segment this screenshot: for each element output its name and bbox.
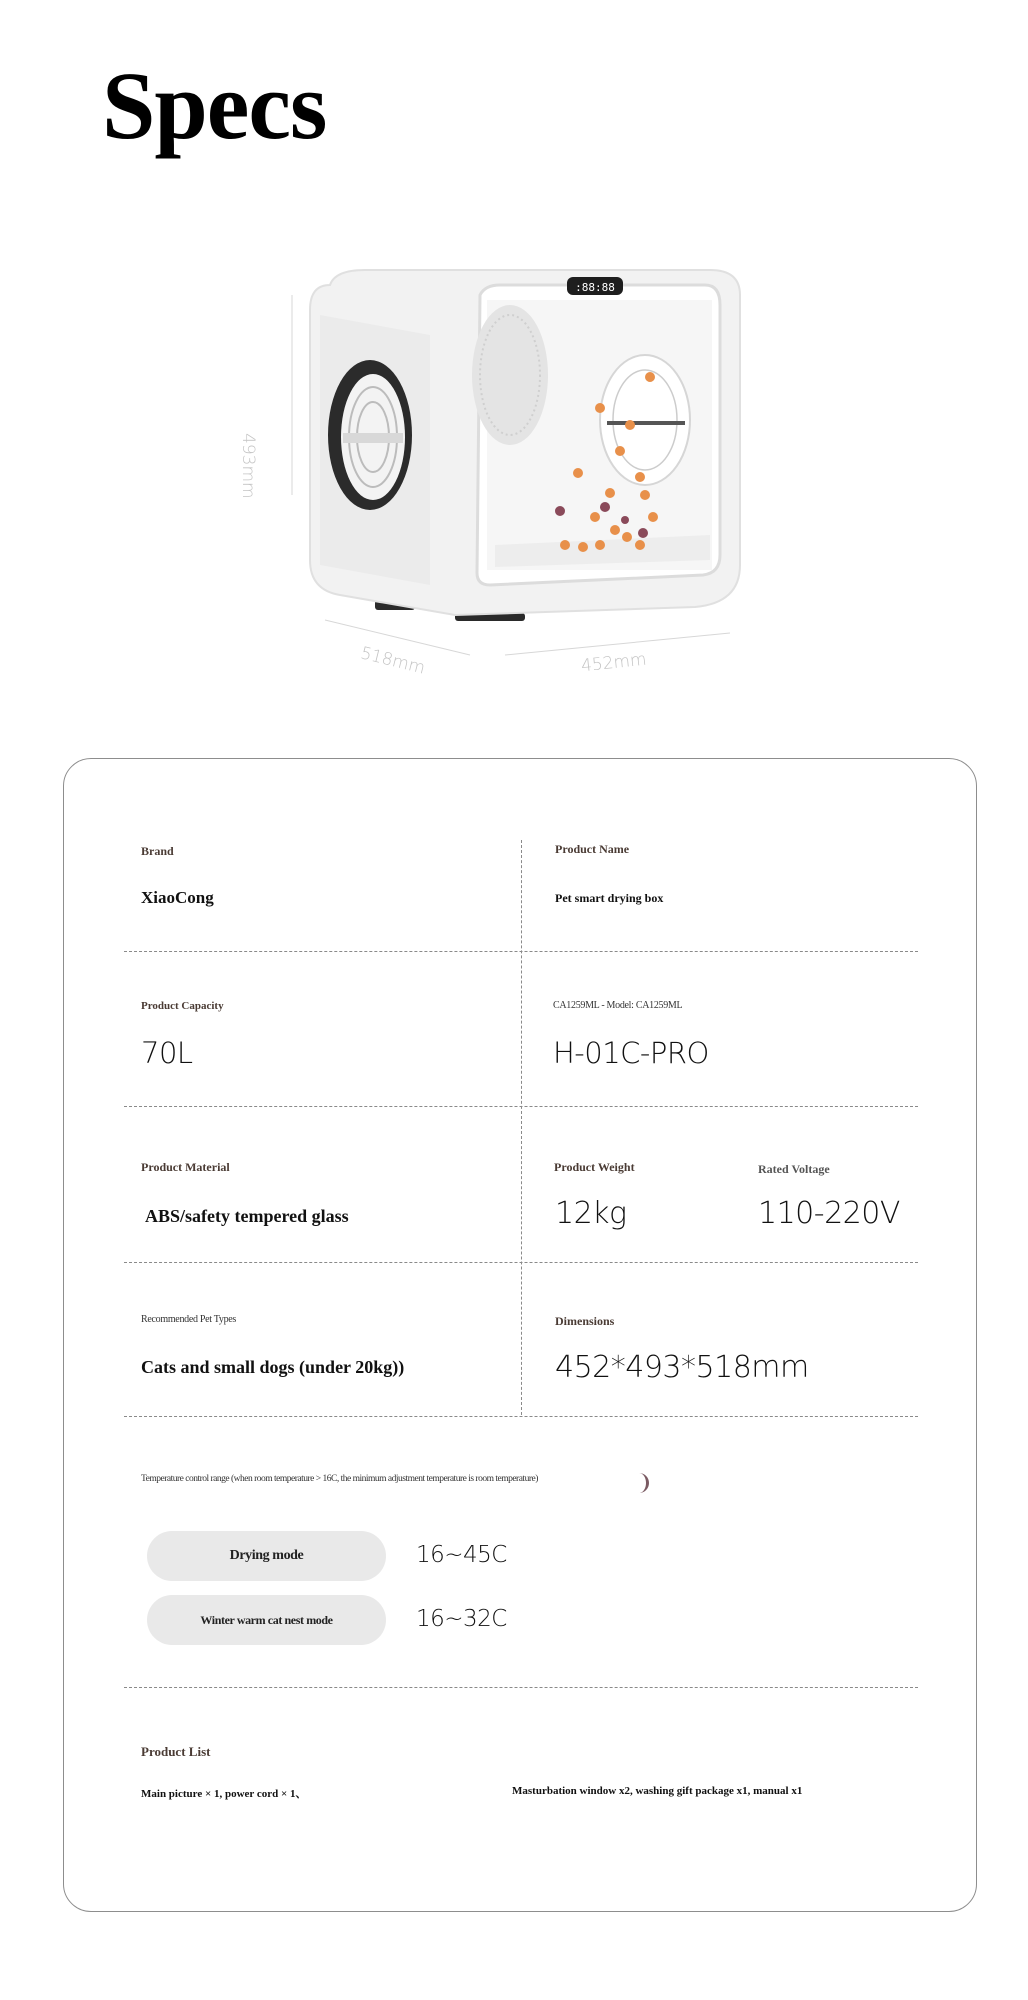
voltage-label: Rated Voltage bbox=[758, 1162, 830, 1176]
weight-value: 12kg bbox=[555, 1196, 627, 1231]
brand-value: XiaoCong bbox=[141, 888, 214, 907]
row-divider bbox=[124, 1416, 918, 1417]
dryer-illustration bbox=[255, 255, 755, 685]
width-dimension-label: 452mm bbox=[580, 649, 648, 677]
capacity-value: 70L bbox=[141, 1036, 193, 1070]
depth-dimension-label: 518mm bbox=[358, 643, 428, 679]
temperature-note: Temperature control range (when room temperature > 16C, the minimum adjustment temperature is room temperature) bbox=[141, 1474, 538, 1484]
model-label: CA1259ML - Model: CA1259ML bbox=[553, 1000, 683, 1011]
model-value: H-01C-PRO bbox=[553, 1036, 709, 1070]
product-name-label: Product Name bbox=[555, 842, 630, 856]
row-divider bbox=[124, 1262, 918, 1263]
column-divider bbox=[521, 840, 522, 1415]
capacity-label: Product Capacity bbox=[141, 1000, 224, 1012]
voltage-value: 110-220V bbox=[758, 1196, 900, 1231]
mode-name: Winter warm cat nest mode bbox=[200, 1612, 333, 1627]
mode-range-drying: 16~45C bbox=[416, 1542, 507, 1568]
product-list-label: Product List bbox=[141, 1744, 211, 1759]
pet-types-value: Cats and small dogs (under 20kg)) bbox=[141, 1357, 405, 1377]
row-divider bbox=[124, 1687, 918, 1688]
mode-range-winter: 16~32C bbox=[416, 1606, 507, 1632]
row-divider bbox=[124, 1106, 918, 1107]
pet-types-label: Recommended Pet Types bbox=[141, 1314, 237, 1325]
moon-icon bbox=[633, 1472, 651, 1494]
dimensions-label: Dimensions bbox=[555, 1314, 615, 1328]
page-title: Specs bbox=[102, 52, 327, 159]
weight-label: Product Weight bbox=[554, 1160, 635, 1174]
spec-card bbox=[63, 758, 977, 1912]
height-dimension-label: 493mm bbox=[238, 433, 258, 499]
display-readout: :88:88 bbox=[575, 281, 615, 294]
product-figure bbox=[238, 255, 755, 685]
product-list-right: Masturbation window x2, washing gift package x1, manual x1 bbox=[512, 1785, 803, 1797]
mode-name: Drying mode bbox=[229, 1548, 304, 1563]
dimensions-value: 452*493*518mm bbox=[555, 1350, 809, 1385]
product-list-left: Main picture × 1, power cord × 1、 bbox=[141, 1788, 307, 1800]
product-name-value: Pet smart drying box bbox=[555, 891, 664, 905]
material-value: ABS/safety tempered glass bbox=[145, 1206, 349, 1226]
mode-pill-winter bbox=[147, 1595, 386, 1645]
brand-label: Brand bbox=[141, 844, 174, 858]
mode-pill-drying bbox=[147, 1531, 386, 1581]
row-divider bbox=[124, 951, 918, 952]
material-label: Product Material bbox=[141, 1160, 230, 1174]
